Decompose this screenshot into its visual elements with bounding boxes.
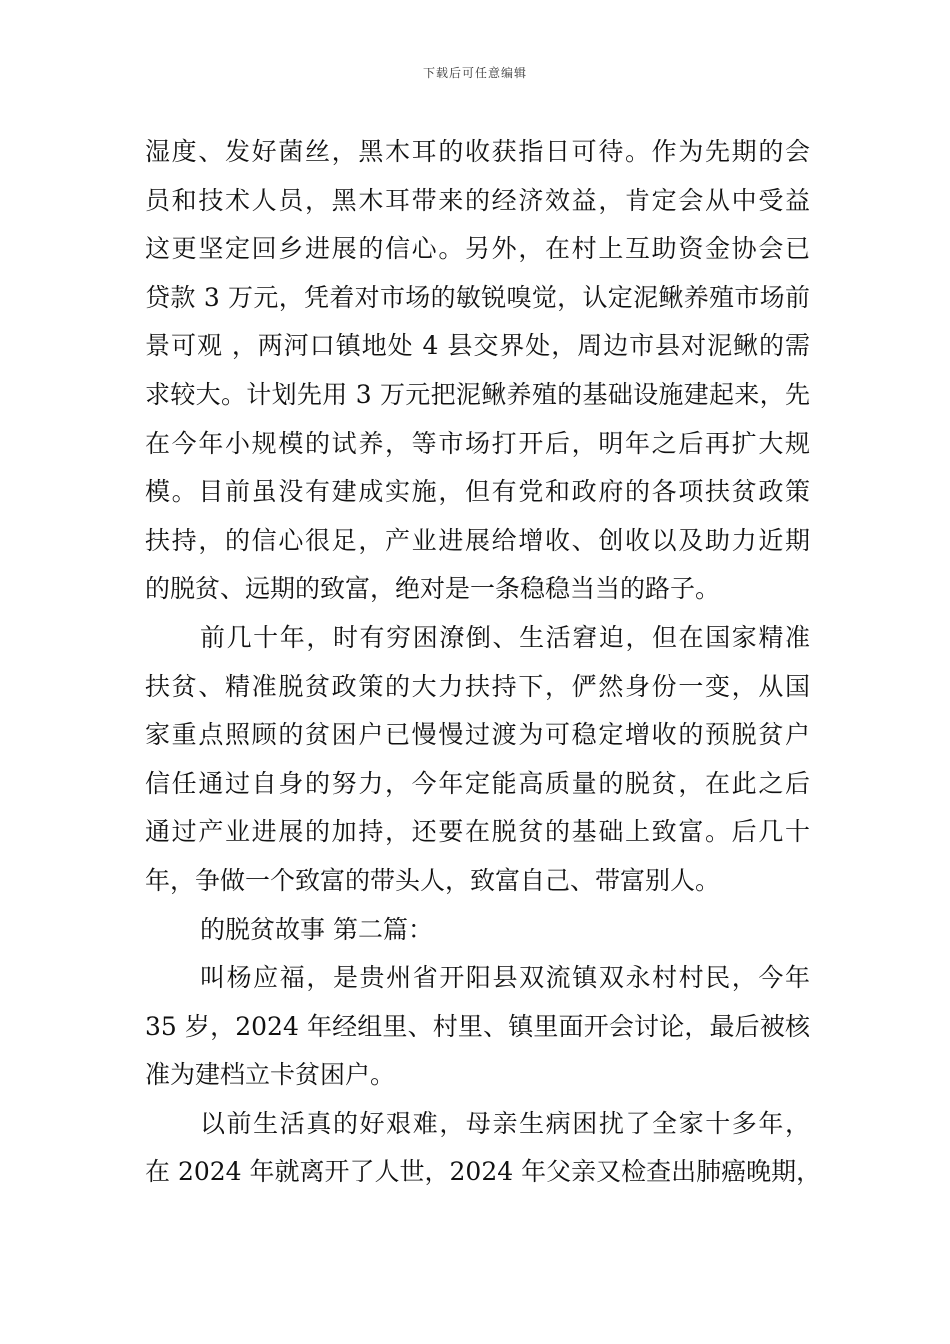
text-line: 在 2024 年就离开了人世，2024 年父亲又检查出肺癌晚期， xyxy=(145,1157,822,1187)
text-line: 贷款 3 万元，凭着对市场的敏锐嗅觉，认定泥鳅养殖市场前 xyxy=(145,282,810,312)
document-body xyxy=(145,128,822,1197)
text-line: 在今年小规模的试养，等市场打开后，明年之后再扩大规 xyxy=(145,428,810,458)
text-line: 信任通过自身的努力，今年定能高质量的脱贫，在此之后 xyxy=(145,768,810,798)
paragraph-start-line: 以前生活真的好艰难，母亲生病困扰了全家十多年， xyxy=(200,1108,810,1138)
text-line: 扶持，的信心很足，产业进展给增收、创收以及助力近期 xyxy=(145,525,810,555)
text-line: 家重点照顾的贫困户已慢慢过渡为可稳定增收的预脱贫户 xyxy=(145,720,810,750)
text-line: 准为建档立卡贫困户。 xyxy=(145,1060,396,1090)
text-line: 35 岁，2024 年经组里、村里、镇里面开会讨论，最后被核 xyxy=(145,1011,810,1041)
text-line: 景可观 ，两河口镇地处 4 县交界处，周边市县对泥鳅的需 xyxy=(145,331,810,361)
text-line: 扶贫、精准脱贫政策的大力扶持下，俨然身份一变，从国 xyxy=(145,671,810,701)
text-line: 求较大。计划先用 3 万元把泥鳅养殖的基础设施建起来，先 xyxy=(145,379,810,409)
text-line: 这更坚定回乡进展的信心。另外，在村上互助资金协会已 xyxy=(145,234,810,264)
text-line: 模。目前虽没有建成实施，但有党和政府的各项扶贫政策 xyxy=(145,477,810,507)
text-line: 湿度、发好菌丝，黑木耳的收获指日可待。作为先期的会 xyxy=(145,137,810,166)
paragraph-start-line: 前几十年，时有穷困潦倒、生活窘迫，但在国家精准 xyxy=(200,622,810,652)
text-line: 员和技术人员，黑木耳带来的经济效益，肯定会从中受益 xyxy=(145,185,810,215)
text-line: 的脱贫、远期的致富，绝对是一条稳稳当当的路子。 xyxy=(145,574,721,604)
text-line: 年，争做一个致富的带头人，致富自己、带富别人。 xyxy=(145,865,721,895)
paragraph-start-line: 叫杨应福，是贵州省开阳县双流镇双永村村民，今年 xyxy=(200,963,810,993)
text-line: 通过产业进展的加持，还要在脱贫的基础上致富。后几十 xyxy=(145,817,810,847)
page-header: 下载后可任意编辑 xyxy=(422,66,527,80)
section-heading: 的脱贫故事 第二篇： xyxy=(200,914,433,944)
